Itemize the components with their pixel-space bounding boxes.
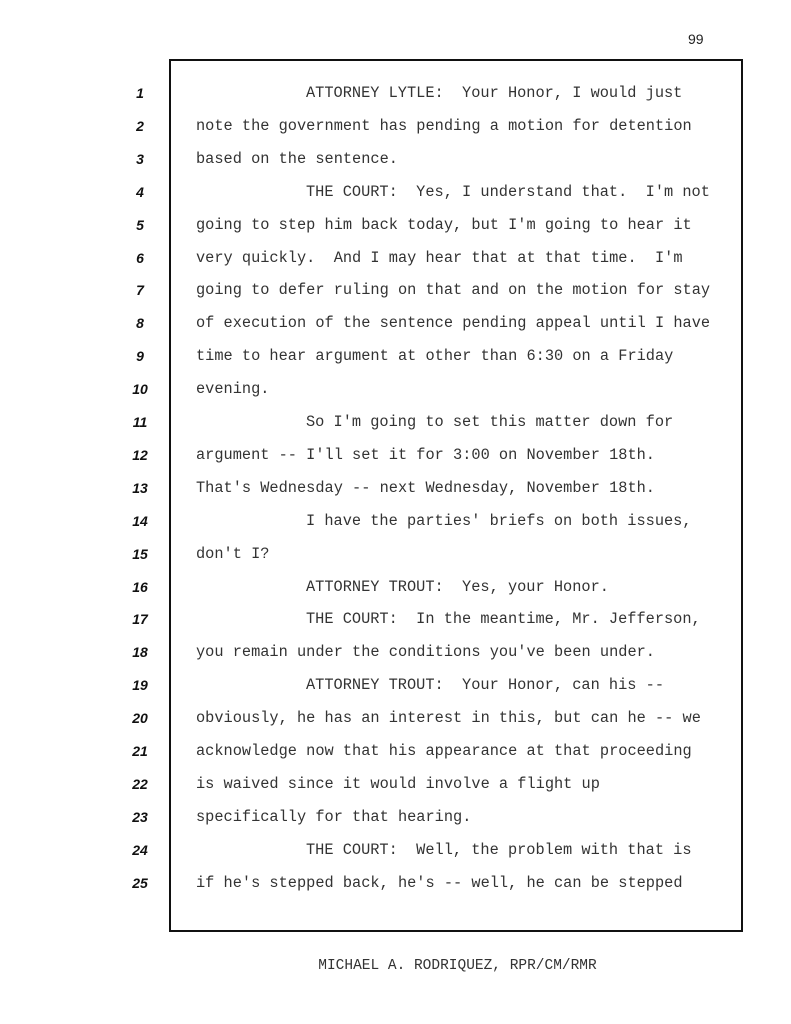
transcript-line: ATTORNEY LYTLE: Your Honor, I would just — [306, 84, 683, 102]
transcript-line: going to defer ruling on that and on the motion for stay — [196, 281, 711, 300]
transcript-line: going to step him back today, but I'm going to hear it — [196, 215, 692, 234]
page-number: 99 — [688, 31, 704, 47]
line-number: 15 — [132, 545, 148, 562]
transcript-line: acknowledge now that his appearance at that proceeding — [196, 742, 692, 760]
transcript-line: very quickly. And I may hear that at that time. I'm — [196, 248, 683, 267]
line-number: 3 — [136, 150, 144, 167]
line-number: 9 — [136, 348, 144, 365]
transcript-line: THE COURT: Yes, I understand that. I'm not — [306, 182, 710, 201]
transcript-line: don't I? — [196, 544, 270, 563]
line-number: 18 — [132, 644, 148, 661]
line-number: 13 — [132, 479, 148, 496]
line-number: 2 — [136, 117, 144, 134]
line-number: 11 — [132, 414, 148, 430]
transcript-line: ATTORNEY TROUT: Your Honor, can his -- — [306, 676, 665, 695]
transcript-line: That's Wednesday -- next Wednesday, November 18th. — [196, 478, 655, 497]
line-number: 10 — [132, 381, 148, 398]
line-number: 25 — [132, 874, 148, 891]
transcript-line: note the government has pending a motion for detention — [196, 116, 692, 135]
transcript-line: argument -- I'll set it for 3:00 on November 18th. — [196, 445, 655, 464]
line-number: 1 — [136, 85, 144, 101]
transcript-line: you remain under the conditions you've been under. — [196, 643, 655, 662]
reporter-footer: MICHAEL A. RODRIQUEZ, RPR/CM/RMR — [318, 958, 597, 974]
transcript-line: I have the parties' briefs on both issues, — [306, 511, 692, 530]
line-number: 21 — [132, 743, 148, 759]
transcript-line: So I'm going to set this matter down for — [306, 413, 674, 431]
transcript-line: time to hear argument at other than 6:30 on a Friday — [196, 347, 674, 366]
transcript-line: THE COURT: In the meantime, Mr. Jefferson, — [306, 610, 701, 629]
line-number: 5 — [136, 216, 144, 233]
line-number: 19 — [132, 677, 148, 694]
line-number: 22 — [132, 775, 148, 792]
line-number: 17 — [132, 611, 148, 628]
line-number: 7 — [136, 282, 144, 299]
line-number: 20 — [132, 710, 148, 727]
transcript-line: ATTORNEY TROUT: Yes, your Honor. — [306, 577, 609, 596]
transcript-line: evening. — [196, 380, 270, 399]
line-number: 8 — [136, 315, 144, 332]
transcript-line: of execution of the sentence pending appeal until I have — [196, 314, 711, 333]
transcript-line: is waived since it would involve a flight up — [196, 774, 600, 793]
transcript-line: THE COURT: Well, the problem with that is — [306, 840, 692, 859]
line-number: 14 — [132, 512, 148, 529]
transcript-line: if he's stepped back, he's -- well, he can be stepped — [196, 873, 683, 892]
line-number: 12 — [132, 446, 148, 463]
line-number: 23 — [132, 808, 148, 825]
transcript-line: based on the sentence. — [196, 149, 398, 168]
line-number: 4 — [136, 183, 144, 200]
transcript-line: obviously, he has an interest in this, but can he -- we — [196, 709, 701, 728]
line-number: 6 — [136, 249, 144, 266]
line-number: 24 — [132, 841, 148, 858]
transcript-line: specifically for that hearing. — [196, 807, 472, 826]
line-number: 16 — [132, 578, 148, 595]
